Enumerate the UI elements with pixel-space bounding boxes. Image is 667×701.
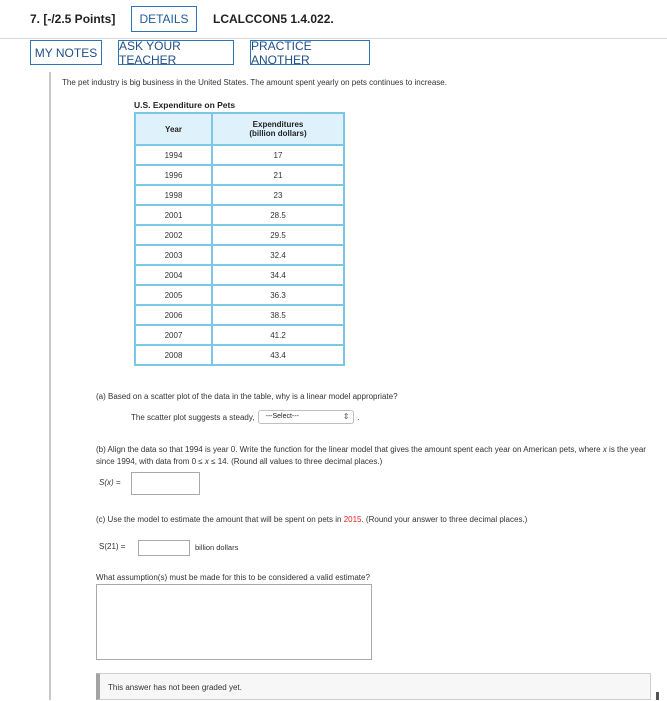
- year-cell: 1994: [135, 145, 212, 165]
- value-cell: 29.5: [212, 225, 344, 245]
- value-cell: 34.4: [212, 265, 344, 285]
- year-cell: 2006: [135, 305, 212, 325]
- unit-label: billion dollars: [195, 543, 239, 552]
- table-row: [135, 245, 344, 265]
- year-cell: 2004: [135, 265, 212, 285]
- value-cell: 38.5: [212, 305, 344, 325]
- year-cell: 1996: [135, 165, 212, 185]
- value-cell: 36.3: [212, 285, 344, 305]
- col-year-header: Year: [135, 113, 212, 145]
- value-cell: 41.2: [212, 325, 344, 345]
- intro-text: The pet industry is big business in the United States. The amount spent yearly on pets continues to increase.: [62, 78, 447, 87]
- table-row: [135, 145, 344, 165]
- table-header-row: [135, 113, 344, 145]
- part-c-year: 2015: [343, 515, 362, 524]
- part-c-text-2: . (Round your answer to three decimal places.): [361, 515, 528, 524]
- year-cell: 2003: [135, 245, 212, 265]
- table-row: [135, 305, 344, 325]
- question-header: [0, 0, 667, 39]
- table-row: [135, 205, 344, 225]
- sx-label: S(x) =: [99, 478, 121, 487]
- year-cell: 2008: [135, 345, 212, 365]
- year-cell: 2007: [135, 325, 212, 345]
- practice-another-button[interactable]: PRACTICE ANOTHER: [250, 40, 370, 65]
- part-b-text-2: is the year since 1994, with data from 0 ≤: [96, 445, 646, 466]
- question-number: 7. [-/2.5 Points]: [30, 12, 116, 26]
- year-cell: 2002: [135, 225, 212, 245]
- grading-status: This answer has not been graded yet.: [96, 673, 651, 700]
- value-cell: 23: [212, 185, 344, 205]
- expenditure-table: [134, 112, 345, 366]
- part-b-var-x2: x: [204, 457, 209, 466]
- value-cell: 43.4: [212, 345, 344, 365]
- value-cell: 21: [212, 165, 344, 185]
- col-expenditures-header: [212, 113, 344, 145]
- part-c-text-1: (c) Use the model to estimate the amount that will be spent on pets in: [96, 515, 344, 524]
- part-a-answer-line: [131, 410, 360, 424]
- table-caption: U.S. Expenditure on Pets: [134, 100, 236, 110]
- year-cell: 1998: [135, 185, 212, 205]
- s21-input[interactable]: [138, 540, 190, 556]
- value-cell: 17: [212, 145, 344, 165]
- part-a-prefix: The scatter plot suggests a steady,: [131, 412, 255, 422]
- content-left-rule: [49, 72, 51, 700]
- assumption-textarea[interactable]: [96, 584, 372, 660]
- s21-label: S(21) =: [99, 542, 126, 551]
- up-down-chevron-icon: ⇕: [342, 412, 350, 421]
- part-a-suffix: .: [357, 412, 360, 422]
- part-b-question: [96, 444, 651, 468]
- year-cell: 2001: [135, 205, 212, 225]
- part-c-question: [96, 514, 651, 526]
- value-cell: 32.4: [212, 245, 344, 265]
- col-exp-line2: (billion dollars): [249, 129, 307, 138]
- part-b-text-1: (b) Align the data so that 1994 is year 0. Write the function for the linear model that gives the amount spent each year on American pets, where: [96, 445, 603, 454]
- details-button[interactable]: DETAILS: [131, 6, 197, 32]
- question-id: LCALCCON5 1.4.022.: [213, 12, 334, 26]
- ask-teacher-button[interactable]: ASK YOUR TEACHER: [118, 40, 234, 65]
- table-row: [135, 225, 344, 245]
- part-a-question: (a) Based on a scatter plot of the data in the table, why is a linear model appropriate?: [96, 392, 398, 401]
- part-b-var-x: x: [602, 445, 607, 454]
- my-notes-button[interactable]: MY NOTES: [30, 40, 102, 65]
- table-row: [135, 165, 344, 185]
- table-row: [135, 325, 344, 345]
- col-exp-line1: Expenditures: [252, 120, 304, 129]
- value-cell: 28.5: [212, 205, 344, 225]
- sx-input[interactable]: [131, 472, 200, 495]
- trend-select-value: ---Select---: [265, 413, 299, 420]
- assumption-question: What assumption(s) must be made for this to be considered a valid estimate?: [96, 573, 370, 582]
- scrollbar-indicator[interactable]: [656, 692, 659, 700]
- table-row: [135, 285, 344, 305]
- table-row: [135, 345, 344, 365]
- part-b-text-3: ≤ 14. (Round all values to three decimal places.): [208, 457, 383, 466]
- table-row: [135, 265, 344, 285]
- table-row: [135, 185, 344, 205]
- year-cell: 2005: [135, 285, 212, 305]
- trend-select[interactable]: [258, 410, 354, 424]
